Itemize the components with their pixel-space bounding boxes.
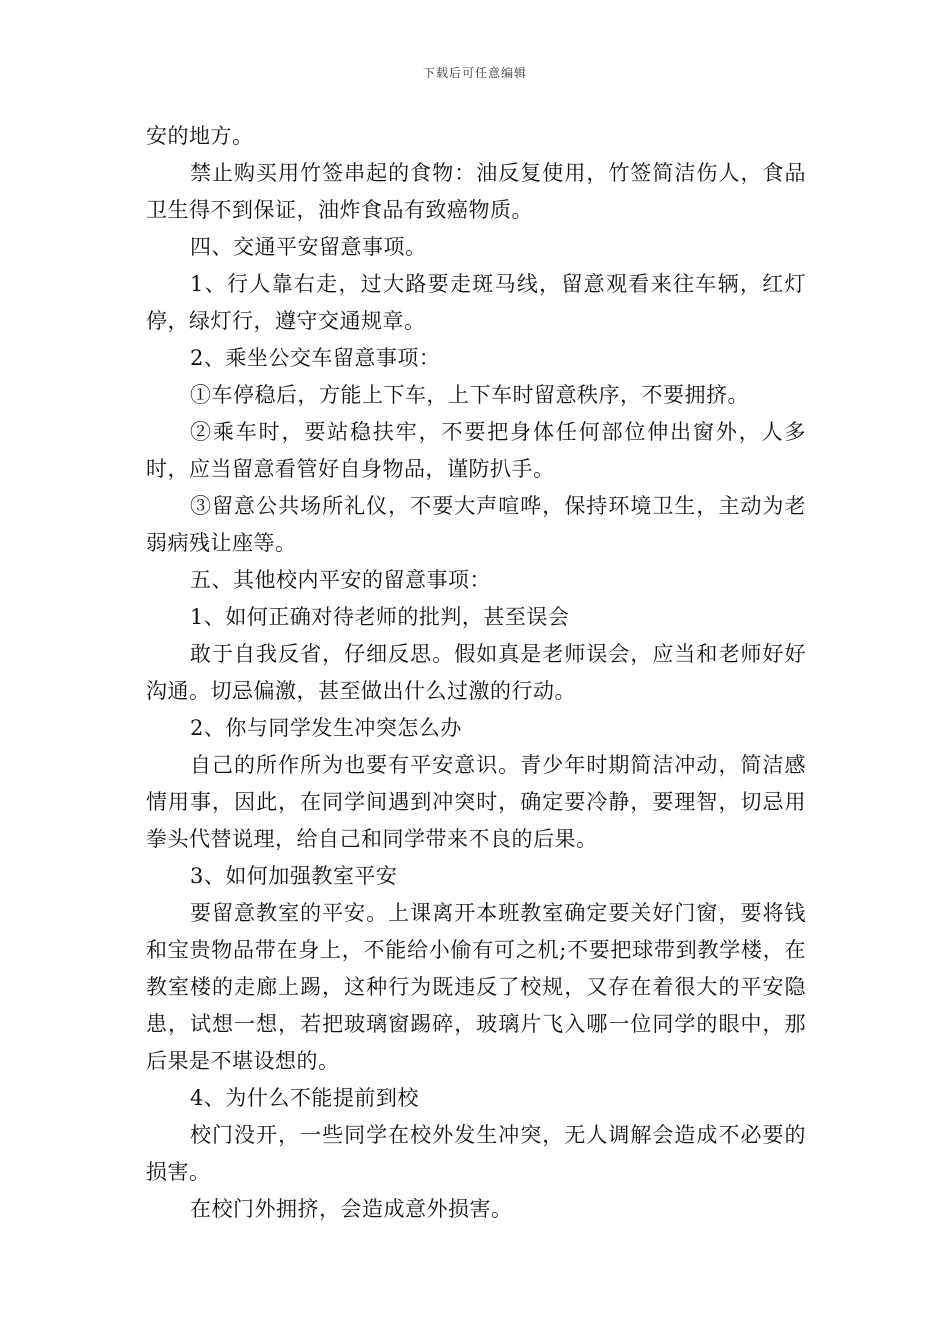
paragraph: 1、行人靠右走，过大路要走斑马线，留意观看来往车辆，红灯停，绿灯行，遵守交通规章。	[146, 272, 806, 333]
section-heading: 五、其他校内平安的留意事项：	[190, 568, 491, 592]
paragraph: 禁止购买用竹签串起的食物：油反复使用，竹签简洁伤人，食品卫生得不到保证，油炸食品有致癌物质。	[146, 161, 806, 222]
paragraph: 自己的所作所为也要有平安意识。青少年时期简洁冲动，简洁感情用事，因此，在同学间遇到冲突时，确定要冷静，要理智，切忌用拳头代替说理，给自己和同学带来不良的后果。	[146, 753, 806, 851]
list-item: ③留意公共场所礼仪，不要大声喧哗，保持环境卫生，主动为老弱病残让座等。	[146, 494, 806, 555]
list-item: ②乘车时，要站稳扶牢，不要把身体任何部位伸出窗外，人多时，应当留意看管好自身物品，谨防扒手。	[146, 420, 806, 481]
paragraph: 安的地方。	[146, 124, 254, 148]
list-item: ①车停稳后，方能上下车，上下车时留意秩序，不要拥挤。	[190, 383, 749, 407]
paragraph: 校门没开，一些同学在校外发生冲突，无人调解会造成不必要的损害。	[146, 1123, 806, 1184]
section-heading: 四、交通平安留意事项。	[190, 235, 427, 259]
paragraph: 敢于自我反省，仔细反思。假如真是老师误会，应当和老师好好沟通。切忌偏激，甚至做出什么过激的行动。	[146, 642, 806, 703]
document-body	[146, 118, 806, 1228]
paragraph: 在校门外拥挤，会造成意外损害。	[190, 1197, 513, 1221]
subsection-heading: 4、为什么不能提前到校	[190, 1086, 419, 1110]
paragraph: 要留意教室的平安。上课离开本班教室确定要关好门窗，要将钱和宝贵物品带在身上，不能给小偷有可之机;不要把球带到教学楼，在教室楼的走廊上踢，这种行为既违反了校规，又存在着很大的平安隐患，试想一想，若把玻璃窗踢碎，玻璃片飞入哪一位同学的眼中，那后果是不堪设想的。	[146, 901, 806, 1073]
subsection-heading: 2、你与同学发生冲突怎么办	[190, 716, 462, 740]
subsection-heading: 1、如何正确对待老师的批判，甚至误会	[190, 605, 570, 629]
subsection-heading: 3、如何加强教室平安	[190, 864, 398, 888]
subsection-heading: 2、乘坐公交车留意事项：	[190, 346, 441, 370]
page-header-note: 下载后可任意编辑	[422, 66, 527, 80]
